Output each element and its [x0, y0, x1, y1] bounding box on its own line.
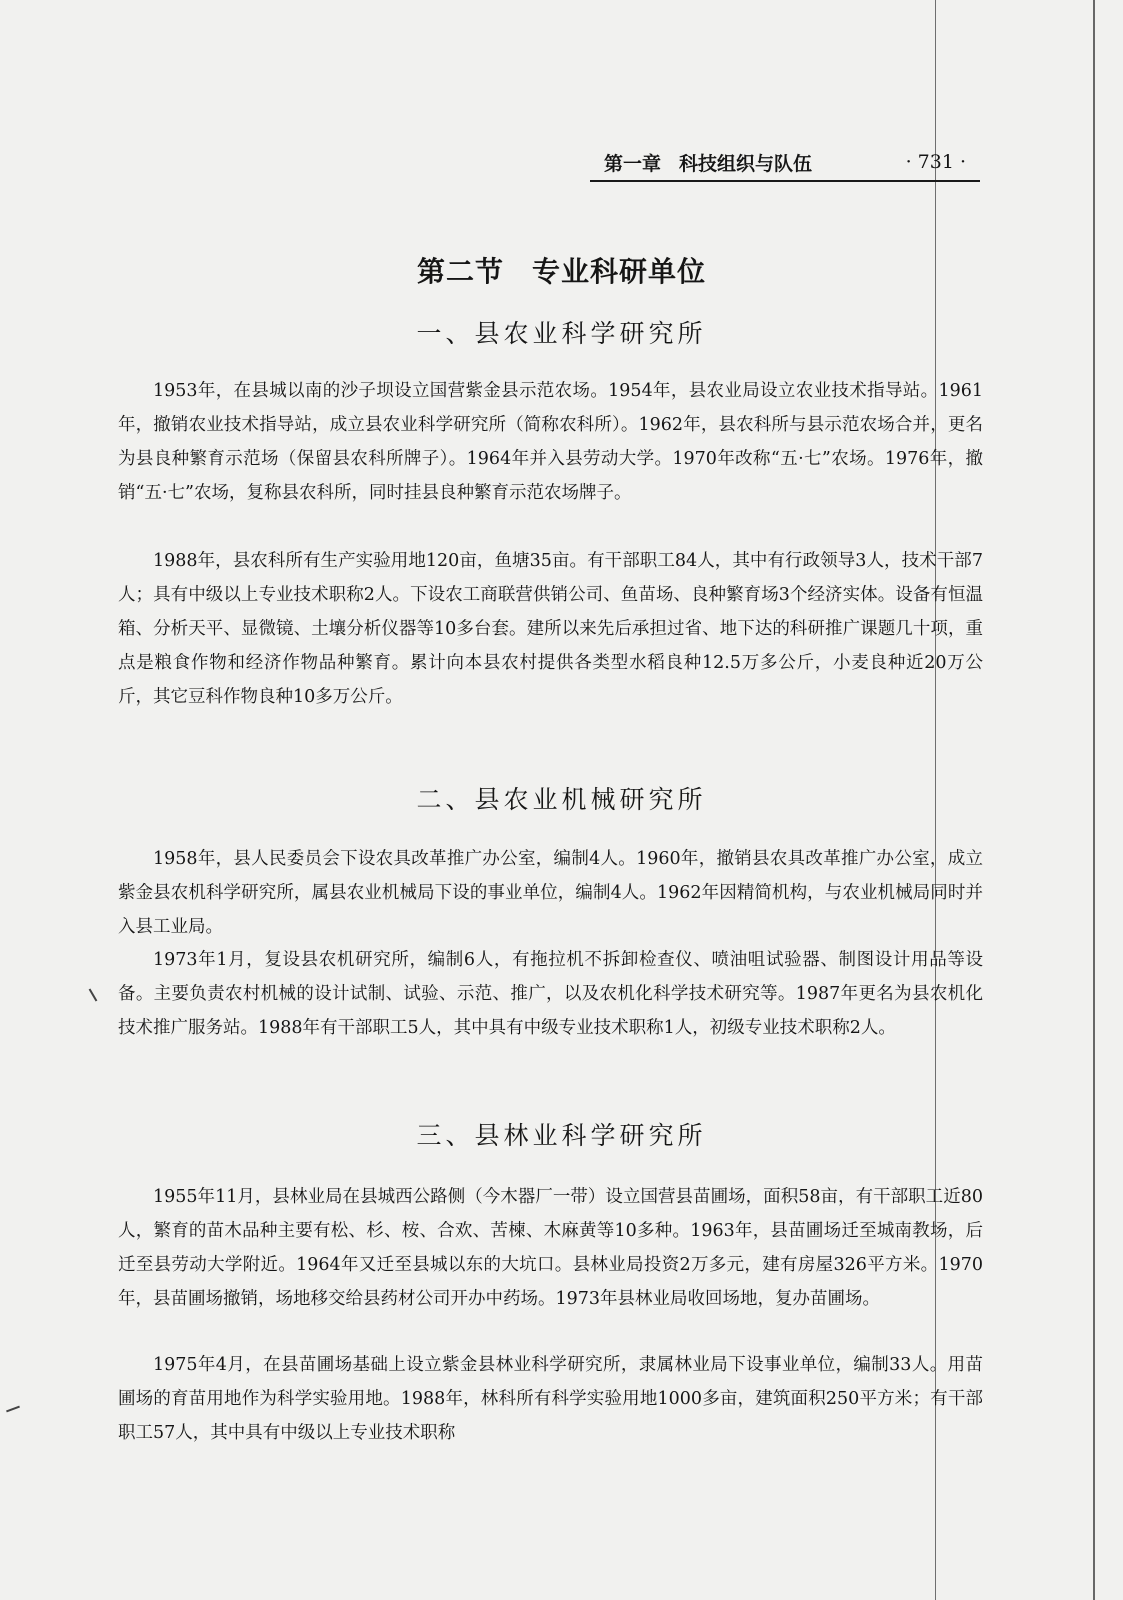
page-number: · 731 ·: [905, 151, 966, 173]
section-title: [0, 250, 1123, 290]
section-number: 第二节: [416, 255, 504, 288]
running-head-chapter: 第一章: [604, 152, 662, 175]
running-head-title: 科技组织与队伍: [679, 152, 813, 175]
running-head: [590, 148, 980, 182]
section-heading: 专业科研单位: [532, 255, 707, 288]
scan-speck: [6, 1406, 20, 1413]
paragraph: 1973年1月，复设县农机研究所，编制6人，有拖拉机不拆卸检查仪、喷油咀试验器、制图设计用品等设备。主要负责农村机械的设计试制、试验、示范、推广，以及农机化科学技术研究等。1987年更名为县农机化技术推广服务站。1988年有干部职工5人，其中具有中级专业技术职称1人，初级专业技术职称2人。: [118, 950, 983, 1038]
subsection-title-3: 三、县林业科学研究所: [416, 1121, 707, 1150]
subsection-title-2: 二、县农业机械研究所: [416, 785, 707, 814]
paragraph: 1953年，在县城以南的沙子坝设立国营紫金县示范农场。1954年，县农业局设立农业技术指导站。1961年，撤销农业技术指导站，成立县农业科学研究所（简称农科所）。1962年，县农科所与县示范农场合并，更名为县良种繁育示范场（保留县农科所牌子）。1964年并入县劳动大学。1970年改称“五·七”农场。1976年，撤销“五·七”农场，复称县农科所，同时挂县良种繁育示范农场牌子。: [118, 381, 983, 503]
paragraph: 1958年，县人民委员会下设农具改革推广办公室，编制4人。1960年，撤销县农具改革推广办公室，成立紫金县农机科学研究所，属县农业机械局下设的事业单位，编制4人。1962年因精简机构，与农业机械局同时并入县工业局。: [118, 849, 983, 937]
paragraph: 1955年11月，县林业局在县城西公路侧（今木器厂一带）设立国营县苗圃场，面积58亩，有干部职工近80人，繁育的苗木品种主要有松、杉、桉、合欢、苦楝、木麻黄等10多种。1963年，县苗圃场迁至城南教场，后迁至县劳动大学附近。1964年又迁至县城以东的大坑口。县林业局投资2万多元，建有房屋326平方米。1970年，县苗圃场撤销，场地移交给县药材公司开办中药场。1973年县林业局收回场地，复办苗圃场。: [118, 1187, 983, 1309]
paragraph: 1975年4月，在县苗圃场基础上设立紫金县林业科学研究所，隶属林业局下设事业单位，编制33人。用苗圃场的育苗用地作为科学实验用地。1988年，林科所有科学实验用地1000多亩，建筑面积250平方米；有干部职工57人，其中具有中级以上专业技术职称: [118, 1355, 983, 1443]
scan-speck: [89, 988, 98, 1001]
paragraph: 1988年，县农科所有生产实验用地120亩，鱼塘35亩。有干部职工84人，其中有行政领导3人，技术干部7人；具有中级以上专业技术职称2人。下设农工商联营供销公司、鱼苗场、良种繁育场3个经济实体。设备有恒温箱、分析天平、显微镜、土壤分析仪器等10多台套。建所以来先后承担过省、地下达的科研推广课题几十项，重点是粮食作物和经济作物品种繁育。累计向本县农村提供各类型水稻良种12.5万多公斤，小麦良种近20万公斤，其它豆科作物良种10多万公斤。: [118, 551, 983, 707]
subsection-title-1: 一、县农业科学研究所: [416, 319, 707, 348]
